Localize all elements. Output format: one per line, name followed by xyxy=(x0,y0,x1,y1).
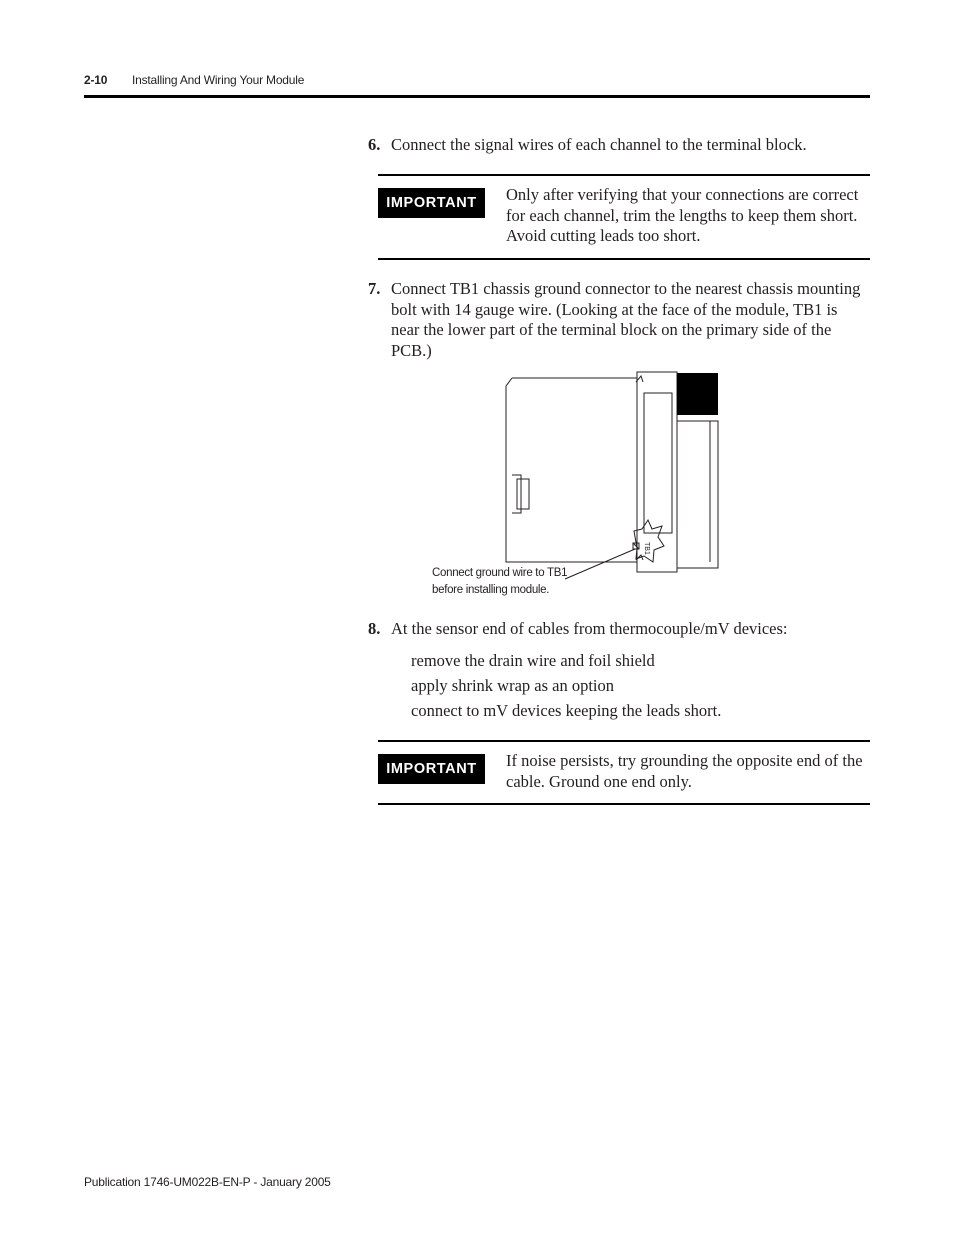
terminal-block xyxy=(637,372,677,572)
important-top-rule xyxy=(378,174,870,176)
tb1-label: TB1 xyxy=(643,542,650,555)
important-top-rule xyxy=(378,740,870,742)
front-bezel-top xyxy=(677,373,718,415)
front-bezel xyxy=(677,421,718,568)
step-number: 8. xyxy=(368,619,381,638)
caption-line-2: before installing module. xyxy=(432,583,550,596)
step-number: 7. xyxy=(368,279,381,298)
page-number: 2-10 xyxy=(84,73,108,87)
caption-line-1: Connect ground wire to TB1 xyxy=(432,567,568,579)
module-diagram xyxy=(420,366,730,602)
pcb-outline xyxy=(506,378,637,562)
important-text: If noise persists, try grounding the opposite end of the cable. Ground one end only. xyxy=(506,751,863,791)
header-rule xyxy=(84,95,870,98)
step-8-item: remove the drain wire and foil shield xyxy=(411,651,655,670)
important-badge: IMPORTANT xyxy=(378,754,485,784)
step-text: Connect TB1 chassis ground connector to the nearest chassis mounting bolt with 14 gauge wire. (Looking at the face of the module, TB1 is near the lower part of the terminal block on the primary side of the PCB.) xyxy=(391,279,861,360)
important-badge: IMPORTANT xyxy=(378,188,485,218)
publication-footer: Publication 1746-UM022B-EN-P - January 2005 xyxy=(84,1175,331,1189)
tb1-connector xyxy=(634,520,664,562)
running-header xyxy=(84,73,305,87)
step-number: 6. xyxy=(368,135,381,154)
important-bottom-rule xyxy=(378,258,870,260)
step-text: Connect the signal wires of each channel to the terminal block. xyxy=(391,135,807,154)
important-bottom-rule xyxy=(378,803,870,805)
step-text: At the sensor end of cables from thermocouple/mV devices: xyxy=(391,619,788,638)
chapter-title: Installing And Wiring Your Module xyxy=(132,73,305,87)
figure-caption xyxy=(432,565,592,598)
edge-connector-inner xyxy=(517,479,529,509)
important-text: Only after verifying that your connections are correct for each channel, trim the lengths to keep them short. Avoid cutting leads too short. xyxy=(506,185,859,245)
terminal-block-window xyxy=(644,393,672,533)
step-8-item: connect to mV devices keeping the leads short. xyxy=(411,701,722,720)
step-8-item: apply shrink wrap as an option xyxy=(411,676,615,695)
